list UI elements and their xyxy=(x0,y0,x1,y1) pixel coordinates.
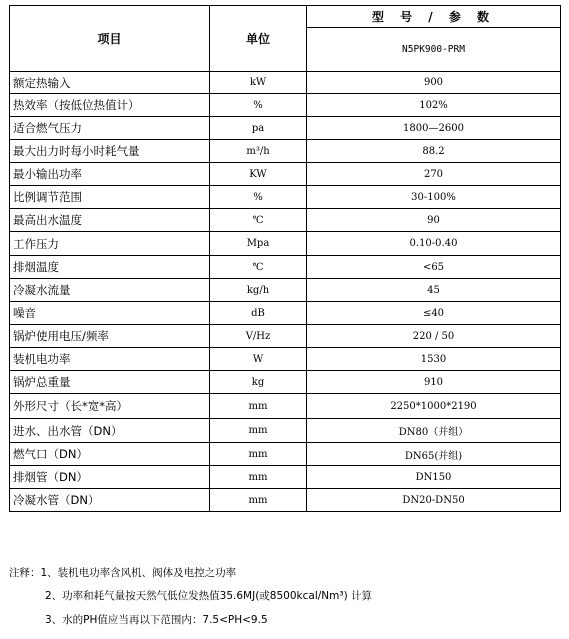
value-cell: 2250*1000*2190 xyxy=(307,394,561,419)
value-cell: 900 xyxy=(307,72,561,94)
note-1: 注释：1、装机电功率含风机、阀体及电控之功率 xyxy=(9,567,237,579)
unit-cell: KW xyxy=(210,163,307,186)
item-cell: 工作压力 xyxy=(10,232,210,256)
unit-cell: m³/h xyxy=(210,140,307,163)
table-row xyxy=(10,186,561,209)
item-cell: 锅炉总重量 xyxy=(10,371,210,394)
table-row xyxy=(10,394,561,419)
value-cell: DN65(并组) xyxy=(307,443,561,466)
table-row xyxy=(10,325,561,348)
table-row xyxy=(10,302,561,325)
unit-cell: kW xyxy=(210,72,307,94)
value-cell: 270 xyxy=(307,163,561,186)
unit-cell: mm xyxy=(210,466,307,489)
table-row xyxy=(10,419,561,443)
unit-cell: mm xyxy=(210,394,307,419)
unit-cell: mm xyxy=(210,443,307,466)
unit-cell: % xyxy=(210,186,307,209)
item-cell: 排烟管（DN） xyxy=(10,466,210,489)
unit-cell: pa xyxy=(210,117,307,140)
unit-cell: dB xyxy=(210,302,307,325)
spec-table-body xyxy=(10,6,561,512)
table-row xyxy=(10,371,561,394)
item-cell: 最高出水温度 xyxy=(10,209,210,232)
table-row xyxy=(10,209,561,232)
value-cell: 30-100% xyxy=(307,186,561,209)
value-cell: 90 xyxy=(307,209,561,232)
value-cell: 0.10-0.40 xyxy=(307,232,561,256)
unit-cell: W xyxy=(210,348,307,371)
header-unit: 单位 xyxy=(210,6,307,72)
value-cell: 220 / 50 xyxy=(307,325,561,348)
item-cell: 外形尺寸（长*宽*高） xyxy=(10,394,210,419)
header-param: 型 号 / 参 数 xyxy=(307,6,561,28)
value-cell: DN150 xyxy=(307,466,561,489)
unit-cell: mm xyxy=(210,419,307,443)
value-cell: DN20-DN50 xyxy=(307,489,561,512)
unit-cell: V/Hz xyxy=(210,325,307,348)
table-row xyxy=(10,256,561,279)
table-row xyxy=(10,348,561,371)
item-cell: 噪音 xyxy=(10,302,210,325)
table-row xyxy=(10,279,561,302)
item-cell: 最大出力时每小时耗气量 xyxy=(10,140,210,163)
table-row xyxy=(10,489,561,512)
table-row xyxy=(10,72,561,94)
header-model: N5PK900-PRM xyxy=(307,28,561,72)
table-row xyxy=(10,140,561,163)
item-cell: 冷凝水管（DN） xyxy=(10,489,210,512)
header-row-top xyxy=(10,6,561,28)
table-row xyxy=(10,466,561,489)
item-cell: 最小输出功率 xyxy=(10,163,210,186)
item-cell: 额定热输入 xyxy=(10,72,210,94)
item-cell: 燃气口（DN） xyxy=(10,443,210,466)
header-item: 项目 xyxy=(10,6,210,72)
item-cell: 锅炉使用电压/频率 xyxy=(10,325,210,348)
item-cell: 进水、出水管（DN） xyxy=(10,419,210,443)
item-cell: 热效率（按低位热值计） xyxy=(10,94,210,117)
table-row xyxy=(10,443,561,466)
unit-cell: kg xyxy=(210,371,307,394)
table-row xyxy=(10,163,561,186)
note-3: 3、水的PH值应当再以下范围内：7.5<PH<9.5 xyxy=(45,614,268,626)
unit-cell: mm xyxy=(210,489,307,512)
unit-cell: kg/h xyxy=(210,279,307,302)
value-cell: <65 xyxy=(307,256,561,279)
item-cell: 装机电功率 xyxy=(10,348,210,371)
unit-cell: % xyxy=(210,94,307,117)
value-cell: 1800—2600 xyxy=(307,117,561,140)
value-cell: 1530 xyxy=(307,348,561,371)
item-cell: 适合燃气压力 xyxy=(10,117,210,140)
unit-cell: ℃ xyxy=(210,256,307,279)
value-cell: 910 xyxy=(307,371,561,394)
unit-cell: Mpa xyxy=(210,232,307,256)
spec-table xyxy=(9,5,561,512)
item-cell: 冷凝水流量 xyxy=(10,279,210,302)
item-cell: 比例调节范围 xyxy=(10,186,210,209)
value-cell: 102% xyxy=(307,94,561,117)
item-cell: 排烟温度 xyxy=(10,256,210,279)
note-2: 2、功率和耗气量按天然气低位发热值35.6MJ(或8500kcal/Nm³) 计算 xyxy=(45,590,373,602)
value-cell: ≤40 xyxy=(307,302,561,325)
table-row xyxy=(10,94,561,117)
value-cell: 88.2 xyxy=(307,140,561,163)
value-cell: 45 xyxy=(307,279,561,302)
table-row xyxy=(10,117,561,140)
table-row xyxy=(10,232,561,256)
value-cell: DN80（并组） xyxy=(307,419,561,443)
unit-cell: ℃ xyxy=(210,209,307,232)
